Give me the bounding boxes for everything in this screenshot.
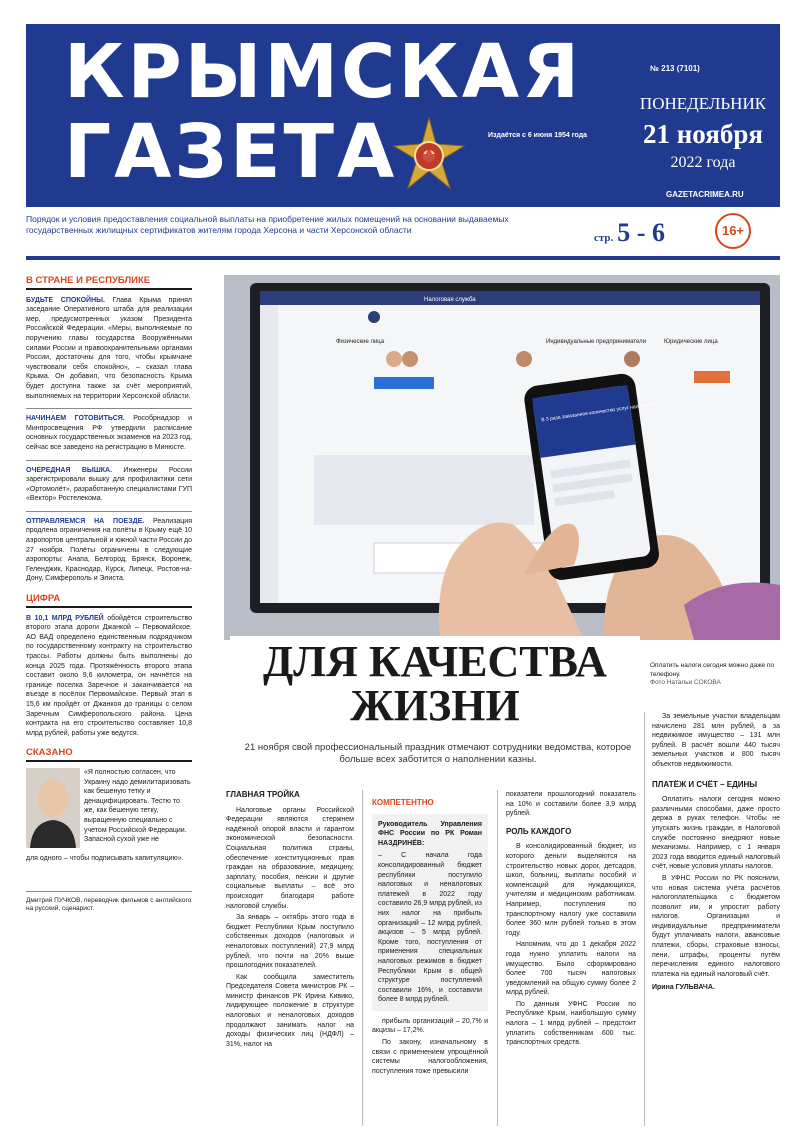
figure-text: обойдётся строительство второго этапа дороги Джанкой – Первомайское. АО ВАД определено единственным подрядчиком по государственному контракту на строительство трассы. Работы должны быть выполнены до конца 2025 года. Протяжённость второго этапа составит около 9,6 километра, он начнётся на границе поселка Заречное и заканчивается на въезде в посёлок Первомайское. Первый этап в 15,6 км пройдёт от Джанкоя до границы с селом Заречным Симферопольского района. Цена контракта на его строительство составляет 10,8 млрд рублей, работы уже ведутся. <box>26 614 193 737</box>
paragraph: показатели прошлогодний показатель на 10% и составили более 3,9 млрд рублей. <box>506 791 636 818</box>
subhead-main-three: ГЛАВНАЯ ТРОЙКА <box>226 790 300 799</box>
weekday: ПОНЕДЕЛЬНИК <box>639 94 767 113</box>
brief-lead: ОЧЕРЕДНАЯ ВЫШКА. <box>26 466 113 474</box>
figure-lead: В 10,1 МЛРД РУБЛЕЙ <box>26 614 104 622</box>
brief-lead: ОТПРАВЛЯЕМСЯ НА ПОЕЗДЕ. <box>26 517 145 525</box>
paragraph: прибыль организаций – 20,7% и акцизы – 17,2%. <box>372 1017 488 1035</box>
paragraph: По закону, изначальному в связи с применением упрощённой системы налогообложения, поступления тоже превысили <box>372 1039 488 1075</box>
lead-photo <box>224 275 780 640</box>
news-brief[interactable] <box>26 296 192 402</box>
paragraph: Налоговые органы Российской Федерации являются стержнем надёжной опорой власти и гарантом экономической безопасности. Социальная политика страны, обеспечение конституционных прав граждан на образование, медицину, зарплату, пособия, пенсии и другие социальные выплаты – всё это происходит благодаря работе налоговой службы. <box>226 806 354 910</box>
pages-label: стр. <box>594 232 614 244</box>
brief-text: Инженеры России зарегистрировали вышку для профилактики сети «Ортомолёт», разработанную специалистами ГУП «Вектор» Ростелекома. <box>26 466 192 503</box>
phone-screen-text: В 3 раза заказанное количество услуг налоговиков <box>540 400 660 424</box>
paragraph: Напомним, что до 1 декабря 2022 года нужно уплатить налоги на имущество. Было сформировано более 700 тысяч налоговых уведомлений на общую сумму более 2 млрд рублей. <box>506 941 636 997</box>
expert-name: Руководитель Управления ФНС России по РК Роман НАЗДРИНЁВ: <box>378 820 482 847</box>
paragraph: По данным УФНС России по Республике Крым, наибольшую сумму налога – 1 млрд рублей – предстоит уплатить собственникам 600 тыс. транспортных средств. <box>506 1000 636 1047</box>
brief-lead: БУДЬТЕ СПОКОЙНЫ. <box>26 296 105 304</box>
order-emblem-icon <box>390 116 468 194</box>
screen-tab-3: Юридические лица <box>664 339 718 345</box>
brief-text: Реализация продлена ограничения на полёты в Крыму ещё 10 аэропортов центральной и южной части России до 27 ноября. Полёты ограничены в следующие аэропорты: Анапа, Белгород, Брянск, Воронеж, Геленджик, Краснодар, Курск, Липецк, Ростов-на-Дону, Симферополь и Элиста. <box>26 517 192 583</box>
announcement-text[interactable]: Порядок и условия предоставления социальной выплаты на приобретение жилых помещений на основании выдаваемых государственных жилищных сертификатов жителям города Херсона и части Херсонской области <box>26 214 509 235</box>
news-brief[interactable] <box>26 414 192 452</box>
author-portrait <box>26 768 80 848</box>
age-rating-badge: 16+ <box>715 213 751 249</box>
screen-tab-2: Индивидуальные предприниматели <box>546 339 646 345</box>
expert-text: – С начала года консолидированный бюджет республики поступило налоговых и неналоговых платежей в 2022 году составило 26,9 млрд рублей, из них налог на прибыль организаций – 12 млрд рублей, акцизов – 5 млрд рублей. Кроме того, поступления от применения специальных налоговых режимов в бюджет Республики Крым в общей структуре поступлений составили 16%, и составили более 8 млрд рублей. <box>378 852 482 1004</box>
screen-site-label: Налоговая служба <box>424 297 476 303</box>
news-brief[interactable] <box>26 517 192 584</box>
left-column <box>26 276 192 914</box>
quote-block <box>26 768 192 886</box>
brief-text: Глава Крыма принял заседание Оперативного штаба для реализации мер, предусмотренных указом Президента Российской Федерации. «Меры, выполняемые по поручению главы государства Вооружёнными силами России и правоохранительными органами России, достаточны для того, чтобы крымчане чувствовали себя спокойно», – сказал глава Крыма. Он добавил, что безопасность Крыма будет доступна также за счёт мероприятий, выполняемых на территории Херсонской области. <box>26 296 192 400</box>
article-column-4 <box>652 712 780 995</box>
figure-brief[interactable] <box>26 614 192 739</box>
issue-year: 2022 года <box>670 154 736 171</box>
subhead-competent: КОМПЕТЕНТНО <box>372 798 434 807</box>
paragraph: За земельные участки владельцам начислено 281 млн рублей, а за недвижимое имущество – 131 млн рублей. В расчёт вошли 440 тысяч земельных участков и 800 тысяч объектов недвижимости. <box>652 713 780 768</box>
paragraph: В УФНС России по РК пояснили, что новая система учёта расчётов налогоплательщика с бюджетом позволит им, и упростит работу налогов. Организации и индивидуальные предприниматели будут уплачивать налоги, авансовые платежи, сборы, страховые взносы, пени, штрафы, проценты путём перечисления единого налогового платежа на единый налоговый счёт. <box>652 874 780 978</box>
quote-tail: для одного – чтобы подписывать капитуляцию». <box>26 854 184 862</box>
article-column-2 <box>372 798 488 1078</box>
article-author: Ирина ГУЛЬВАЧА. <box>652 984 715 992</box>
column-divider <box>497 790 498 1126</box>
caption-text: Оплатить налоги сегодня можно даже по телефону. <box>650 662 775 678</box>
headline-line-1: ДЛЯ КАЧЕСТВА <box>263 637 607 686</box>
issue-number: № 213 (7101) <box>650 64 700 73</box>
divider <box>26 511 192 512</box>
website-link[interactable]: GAZETACRIMEA.RU <box>666 190 744 199</box>
newspaper-title <box>64 29 583 195</box>
header-divider <box>26 256 780 260</box>
photo-caption <box>650 662 780 688</box>
divider <box>26 891 192 892</box>
brief-text: Рособрнадзор и Минпросвещения РФ утвердили расписание основных государственных экзаменов на 2023 год, сейчас все заведено на регистрацию в Минюсте. <box>26 415 192 451</box>
paragraph: За январь – октябрь этого года в бюджет Республики Крым поступило собственных доходов (налоговых и неналоговых поступлений) 27,9 млрд рублей, что почти на 20% выше прошлогодних показателей. <box>226 914 354 970</box>
divider <box>26 408 192 409</box>
section-header-quote: СКАЗАНО <box>26 748 192 762</box>
masthead <box>26 24 780 207</box>
article-lead: 21 ноября свой профессиональный праздник отмечают сотрудники ведомства, которое больше всех заботится о наполнении казны. <box>244 742 632 765</box>
quote-attribution: Дмитрий ПУЧКОВ, переводчик фильмов с английского на русский, сценарист. <box>26 896 192 913</box>
screen-tab-1: Физические лица <box>336 339 385 345</box>
title-line-1: КРЫМСКАЯ <box>64 29 583 115</box>
subhead-payment: ПЛАТЁЖ И СЧЁТ – ЕДИНЫ <box>652 779 758 789</box>
main-headline <box>230 636 640 728</box>
column-divider <box>644 712 645 1126</box>
subhead-role: РОЛЬ КАЖДОГО <box>506 826 572 836</box>
paragraph: Оплатить налоги сегодня можно различными способами, даже просто держа в руках телефон. Чтобы не упускать жизнь граждан, в Налоговой службе постоянно внедряют новые механизмы. Например, с 1 января 2023 года вводится единый налоговый счёт, новые условия уплаты налогов. <box>652 796 780 871</box>
publication-since: Издаётся с 6 июня 1954 года <box>488 132 588 139</box>
paragraph: Как сообщила заместитель Председателя Совета министров РК – министр финансов РК Ирина Кивико, лидирующее положение в структуре налоговых и неналоговых доходов продолжают занимать налог на доходы физических лиц (НДФЛ) – 31%, налог на <box>226 973 354 1048</box>
column-divider <box>362 790 363 1126</box>
pages-number: 5 - 6 <box>617 218 665 247</box>
issue-date: 21 ноября <box>642 119 764 149</box>
news-brief[interactable] <box>26 466 192 504</box>
quote-text: «Я полностью согласен, что Украину надо демилитаризовать как бешеную тетку и денацифицировать. Тестю то же, как бешеную тетку, выращенную специально с учетом Российской Федерации. Запасной сухой уже не <box>84 768 191 844</box>
article-column-1 <box>226 790 354 1051</box>
expert-inset <box>372 814 488 1011</box>
announcement-pages <box>594 218 665 248</box>
photo-credit: Фото Натальи СОКОВА <box>650 679 721 686</box>
paragraph: В консолидированный бюджет, из которого деньги выделяются на строительство новых дорог, детсадов, школ, больниц, выплаты пособий и компенсаций для нуждающихся, учителям и медицинским работникам. Например, поступления по транспортному налогу уже составили более 360 млн рублей только в этом году. <box>506 843 636 937</box>
section-header-country: В СТРАНЕ И РЕСПУБЛИКЕ <box>26 276 192 290</box>
brief-lead: НАЧИНАЕМ ГОТОВИТЬСЯ. <box>26 415 125 423</box>
section-header-figure: ЦИФРА <box>26 594 192 608</box>
divider <box>26 460 192 461</box>
title-line-2: ГАЗЕТА <box>64 109 398 195</box>
article-column-3 <box>506 790 636 1050</box>
headline-line-2: ЖИЗНИ <box>350 681 520 730</box>
